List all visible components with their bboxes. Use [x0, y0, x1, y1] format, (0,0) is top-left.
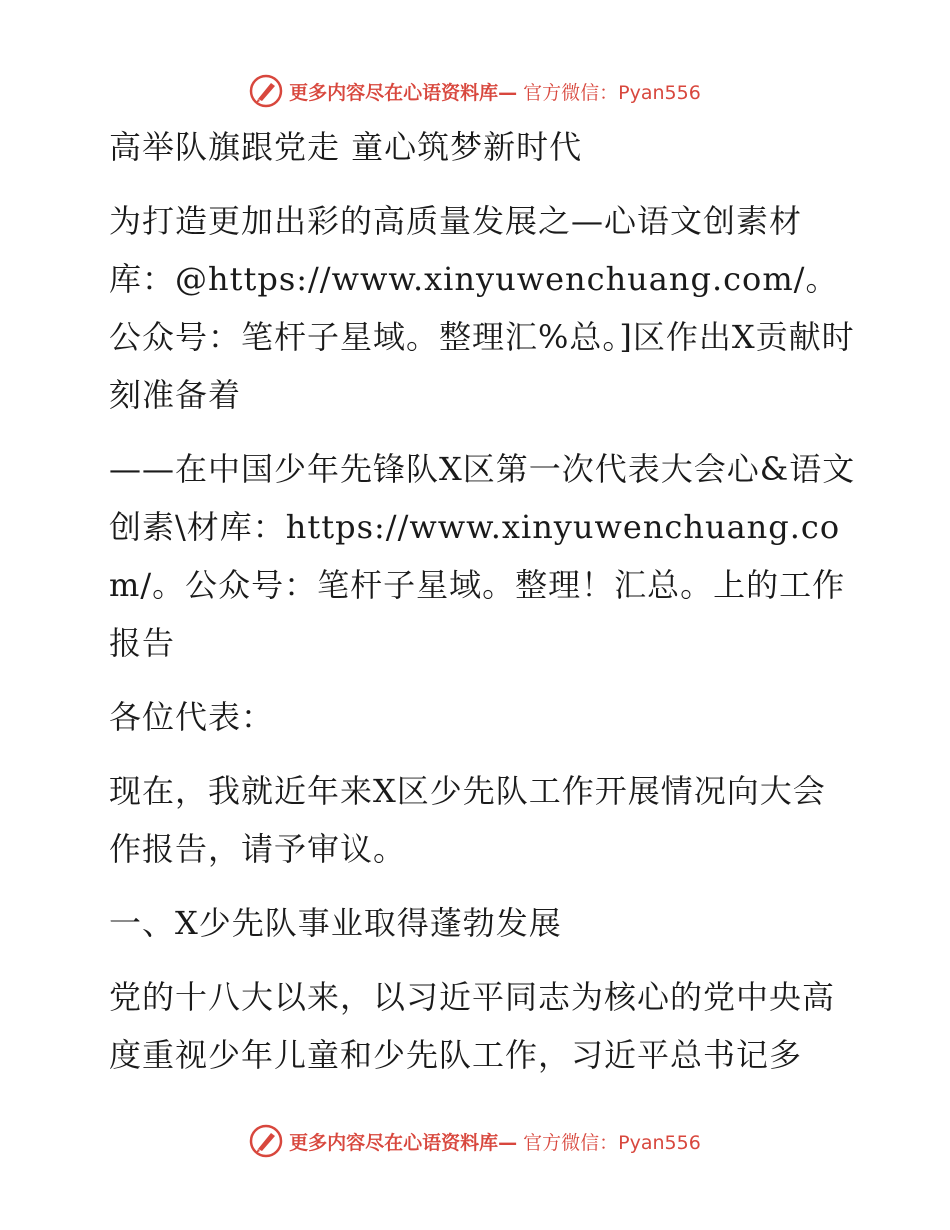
- banner-wechat: 官方微信：Pyan556: [523, 1131, 701, 1154]
- section-heading-1: 一、X少先队事业取得蓬勃发展: [109, 904, 562, 942]
- footer-banner: [0, 1121, 950, 1161]
- quill-pen-logo-icon: [249, 74, 283, 108]
- header-banner: [0, 71, 950, 111]
- paragraph-3: 各位代表：: [109, 698, 275, 736]
- document-body: [97, 118, 857, 1084]
- banner-text: 更多内容尽在心语资料库—: [289, 1131, 518, 1154]
- banner-wechat: 官方微信：Pyan556: [523, 81, 701, 104]
- paragraph-4: 现在，我就近年来X区少先队工作开展情况向大会作报告，请予审议。: [109, 772, 826, 868]
- paragraph-2: ——在中国少年先锋队X区第一次代表大会心&语文创素\材库：https://www.xinyuwenchuang.com/。公众号：笔杆子星域。整理！汇总。上的工作报告: [109, 450, 856, 662]
- paragraph-1: 为打造更加出彩的高质量发展之—心语文创素材库：@https://www.xinyuwenchuang.com/。公众号：笔杆子星域。整理汇%总。]区作出X贡献时刻准备着: [109, 202, 855, 414]
- quill-pen-logo-icon: [249, 1124, 283, 1158]
- document-title: 高举队旗跟党走 童心筑梦新时代: [109, 128, 583, 166]
- paragraph-5: 党的十八大以来，以习近平同志为核心的党中央高度重视少年儿童和少先队工作，习近平总书记多: [109, 978, 836, 1074]
- banner-text: 更多内容尽在心语资料库—: [289, 81, 518, 104]
